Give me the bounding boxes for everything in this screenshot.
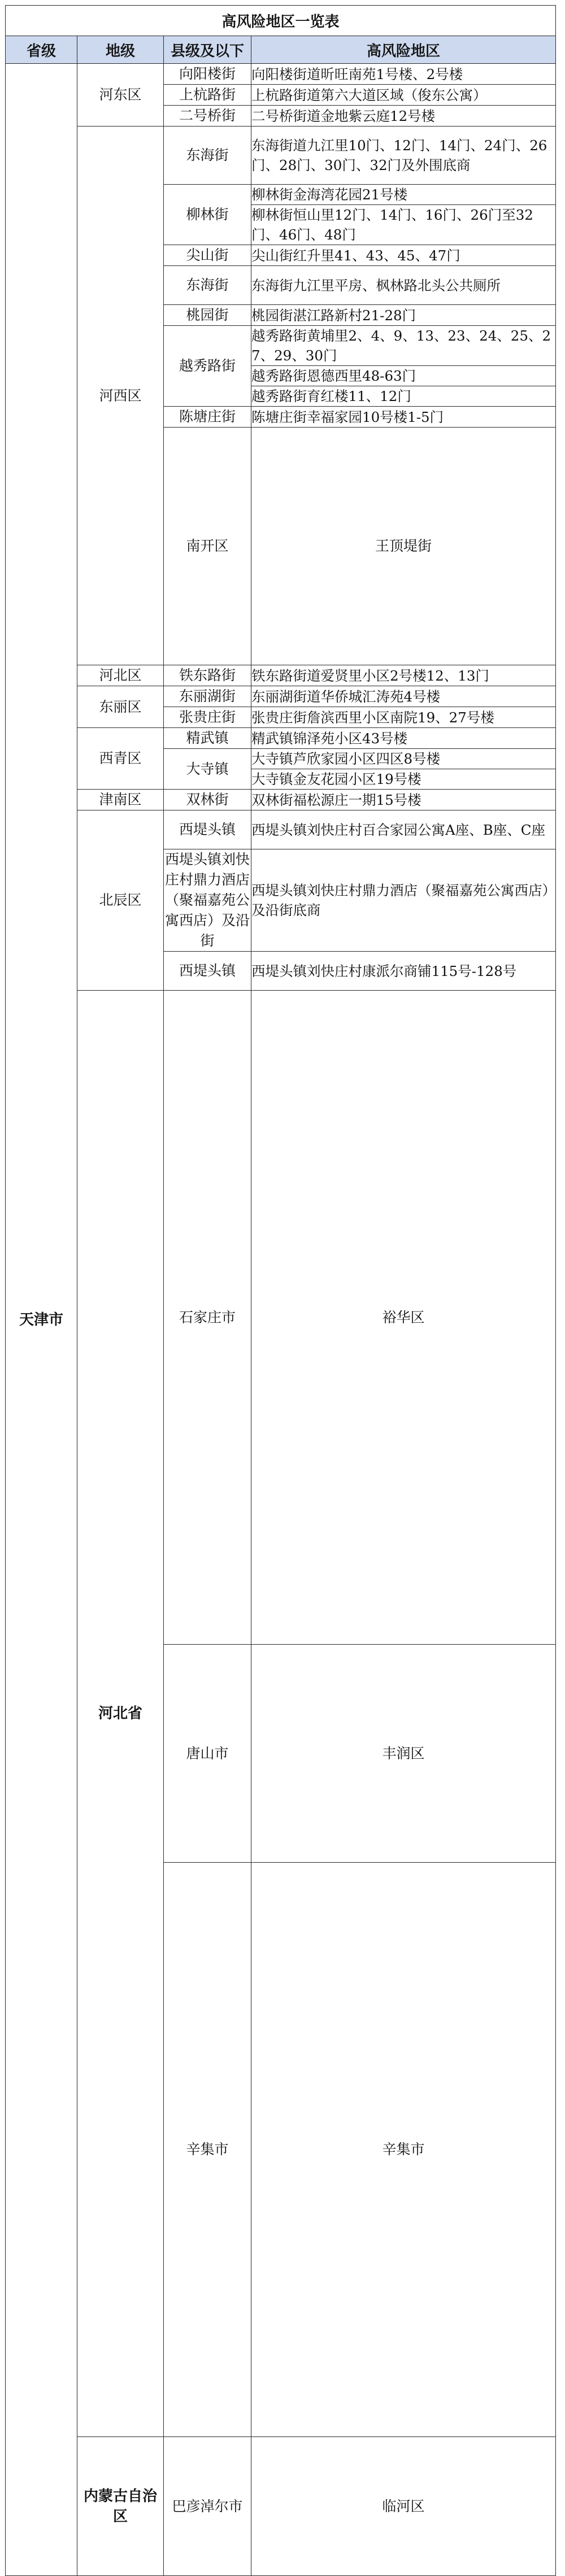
county-cell: 二号桥街 xyxy=(164,106,251,127)
area-cell: 大寺镇金友花园小区19号楼 xyxy=(251,769,556,790)
county-cell: 临河区 xyxy=(251,2437,556,2576)
title-row xyxy=(6,6,556,36)
table-row xyxy=(6,790,556,810)
table-row xyxy=(6,2437,556,2576)
county-cell: 上杭路街 xyxy=(164,85,251,106)
area-cell: 上杭路街道第六大道区域（俊东公寓） xyxy=(251,85,556,106)
county-cell: 铁东路街 xyxy=(164,665,251,686)
table-wrapper xyxy=(5,5,556,2576)
header-county: 县级及以下 xyxy=(164,36,251,64)
area-cell: 西堤头镇刘快庄村鼎力酒店（聚福嘉苑公寓西店）及沿街底商 xyxy=(251,849,556,952)
header-row xyxy=(6,36,556,64)
area-cell: 柳林街恒山里12门、14门、16门、26门至32门、46门、48门 xyxy=(251,205,556,245)
county-cell: 裕华区 xyxy=(251,991,556,1645)
table-row xyxy=(6,686,556,707)
prefecture-cell: 唐山市 xyxy=(164,1645,251,1863)
area-cell: 越秀路街黄埔里2、4、9、13、23、24、25、27、29、30门 xyxy=(251,326,556,366)
area-cell: 越秀路街育红楼11、12门 xyxy=(251,386,556,407)
prefecture-cell: 北辰区 xyxy=(77,810,164,991)
area-cell: 二号桥街道金地紫云庭12号楼 xyxy=(251,106,556,127)
province-cell: 内蒙古自治区 xyxy=(77,2437,164,2576)
county-cell: 张贵庄街 xyxy=(164,707,251,728)
county-cell: 西堤头镇刘快庄村鼎力酒店（聚福嘉苑公寓西店）及沿街 xyxy=(164,849,251,952)
area-cell: 西堤头镇刘快庄村康派尔商铺115号-128号 xyxy=(251,952,556,991)
county-cell: 双林街 xyxy=(164,790,251,810)
area-cell: 越秀路街恩德西里48-63门 xyxy=(251,366,556,386)
header-prefecture: 地级 xyxy=(77,36,164,64)
table-row xyxy=(6,810,556,849)
county-cell: 向阳楼街 xyxy=(164,64,251,85)
table-title: 高风险地区一览表 xyxy=(6,6,556,36)
area-cell: 双林街福松源庄一期15号楼 xyxy=(251,790,556,810)
prefecture-cell: 巴彦淖尔市 xyxy=(164,2437,251,2576)
county-cell: 王顶堤街 xyxy=(251,428,556,665)
area-cell: 陈塘庄街幸福家园10号楼1-5门 xyxy=(251,407,556,428)
area-cell: 大寺镇芦欣家园小区四区8号楼 xyxy=(251,749,556,769)
area-cell: 西堤头镇刘快庄村百合家园公寓A座、B座、C座 xyxy=(251,810,556,849)
prefecture-cell: 西青区 xyxy=(77,728,164,790)
area-cell: 张贵庄街詹滨西里小区南院19、27号楼 xyxy=(251,707,556,728)
county-cell: 桃园街 xyxy=(164,305,251,326)
table-row xyxy=(6,64,556,85)
province-cell: 河北省 xyxy=(77,991,164,2437)
header-area: 高风险地区 xyxy=(251,36,556,64)
county-cell: 柳林街 xyxy=(164,185,251,245)
high-risk-areas-table xyxy=(5,5,556,2576)
county-cell: 越秀路街 xyxy=(164,326,251,407)
area-cell: 东海街九江里平房、枫林路北头公共厕所 xyxy=(251,266,556,305)
area-cell: 铁东路街道爱贤里小区2号楼12、13门 xyxy=(251,665,556,686)
county-cell: 陈塘庄街 xyxy=(164,407,251,428)
prefecture-cell: 河东区 xyxy=(77,64,164,127)
prefecture-cell: 河西区 xyxy=(77,127,164,665)
prefecture-cell: 河北区 xyxy=(77,665,164,686)
county-cell: 尖山街 xyxy=(164,245,251,266)
county-cell: 大寺镇 xyxy=(164,749,251,790)
table-row xyxy=(6,127,556,185)
area-cell: 向阳楼街道昕旺南苑1号楼、2号楼 xyxy=(251,64,556,85)
table-row xyxy=(6,665,556,686)
area-cell: 精武镇锦泽苑小区43号楼 xyxy=(251,728,556,749)
area-cell: 柳林街金海湾花园21号楼 xyxy=(251,185,556,205)
table-row xyxy=(6,991,556,1209)
prefecture-cell: 东丽区 xyxy=(77,686,164,728)
county-cell: 东海街 xyxy=(164,127,251,185)
county-cell: 辛集市 xyxy=(251,1863,556,2437)
prefecture-cell: 南开区 xyxy=(164,428,251,665)
prefecture-cell: 辛集市 xyxy=(164,1863,251,2437)
county-cell: 西堤头镇 xyxy=(164,810,251,849)
area-cell: 桃园街湛江路新村21-28门 xyxy=(251,305,556,326)
county-cell: 东海街 xyxy=(164,266,251,305)
area-cell: 东丽湖街道华侨城汇涛苑4号楼 xyxy=(251,686,556,707)
county-cell: 精武镇 xyxy=(164,728,251,749)
prefecture-cell: 石家庄市 xyxy=(164,991,251,1645)
header-province: 省级 xyxy=(6,36,77,64)
county-cell: 西堤头镇 xyxy=(164,952,251,991)
province-cell: 天津市 xyxy=(6,64,77,2576)
prefecture-cell: 津南区 xyxy=(77,790,164,810)
area-cell: 东海街道九江里10门、12门、14门、24门、26门、28门、30门、32门及外围底商 xyxy=(251,127,556,185)
county-cell: 东丽湖街 xyxy=(164,686,251,707)
county-cell: 丰润区 xyxy=(251,1645,556,1863)
table-row xyxy=(6,728,556,749)
area-cell: 尖山街红升里41、43、45、47门 xyxy=(251,245,556,266)
